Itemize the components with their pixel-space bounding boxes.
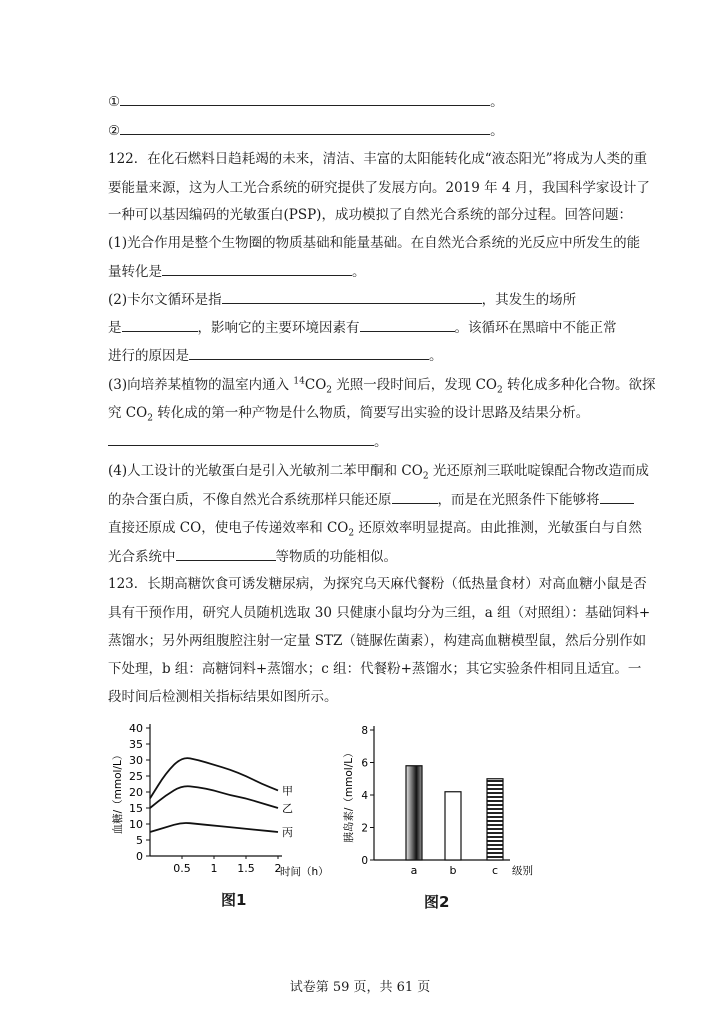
fig2-x-tick-label: a [410, 864, 418, 877]
figure-2-caption: 图2 [424, 893, 450, 911]
fig1-y-tick-label: 20 [129, 786, 143, 799]
fig1-y-tick-label: 40 [129, 722, 143, 735]
q122-line-14: 直接还原成 CO，使电子传递效率和 $CO_2$ 还原效率明显提高。由此推测，光敏蛋白与自然 [108, 520, 642, 539]
figure-2-bar-chart [340, 720, 550, 885]
fig1-x-tick-label: 2 [274, 862, 282, 875]
fig1-x-tick-label: 1.5 [237, 862, 255, 875]
figure-1-line-chart [108, 718, 348, 888]
fig1-y-tick-label: 25 [129, 770, 143, 783]
fig1-y-axis-label: 血糖/（mmol/L） [112, 749, 124, 835]
fig2-y-tick-label: 6 [361, 757, 368, 770]
blank-calvin[interactable] [222, 289, 482, 304]
q122-line-6: (2)卡尔文循环是指 ，其发生的场所 [108, 289, 576, 310]
q122-line-2: 要能量来源，这为人工光合系统的研究提供了发展方向。2019 年 4 月，我国科学家设计了 [108, 180, 650, 196]
answer-line-1: ① 。 [108, 91, 504, 112]
fig1-x-tick-label: 0.5 [173, 862, 191, 875]
q122-line-8: 进行的原因是 。 [108, 345, 443, 366]
blank-reduce[interactable] [392, 489, 438, 504]
blank-reason[interactable] [189, 345, 429, 360]
q122-line-5: 量转化是 。 [108, 261, 366, 282]
q123-line-5: 段时间后检测相关指标结果如图所示。 [108, 689, 338, 705]
fig1-series-label-1: 甲 [282, 784, 293, 798]
fig2-axes [342, 725, 533, 877]
fig1-series-line-3 [150, 823, 278, 832]
q123-line-4: 下处理，b 组：高糖饲料+蒸馏水；c 组：代餐粉+蒸馏水；其它实验条件相同且适宜。一 [108, 661, 642, 677]
q122-line-1: 122．在化石燃料日趋耗竭的未来，清洁、丰富的太阳能转化成“液态阳光”将成为人类的重 [108, 151, 648, 167]
fig1-y-tick-label: 5 [136, 834, 143, 847]
fig1-series-label-3: 丙 [282, 826, 293, 839]
fig1-x-axis-label: 时间（h） [280, 866, 329, 878]
fig2-bar-c [487, 779, 503, 860]
page-footer: 试卷第 59 页，共 61 页 [289, 980, 431, 995]
fig1-y-tick-label: 35 [129, 738, 143, 751]
fig2-bars [406, 766, 503, 860]
fig2-x-tick-label: b [449, 864, 457, 877]
fig1-series [150, 758, 293, 839]
q122-line-7: 是 ，影响它的主要环境因素有 。该循环在黑暗中不能正常 [108, 317, 617, 338]
q122-line-13: 的杂合蛋白质，不像自然光合系统那样只能还原 ，而是在光照条件下能够将 [108, 489, 634, 510]
blank-site[interactable] [122, 317, 198, 332]
fig2-bar-a [406, 766, 422, 860]
q123-line-2: 具有干预作用，研究人员随机选取 30 只健康小鼠均分为三组，a 组（对照组）：基础饲料+ [108, 605, 651, 621]
fig1-y-tick-label: 10 [129, 818, 143, 831]
fig2-x-axis-label: 级别 [512, 865, 533, 877]
q123-line-1: 123．长期高糖饮食可诱发糖尿病，为探究乌天麻代餐粉（低热量食材）对高血糖小鼠是否 [108, 576, 647, 592]
fig2-y-tick-label: 4 [361, 790, 368, 802]
fig1-axes [111, 722, 329, 878]
blank-design[interactable] [108, 431, 374, 446]
blank-convert[interactable] [600, 489, 634, 504]
fig1-y-tick-label: 30 [129, 754, 143, 767]
blank-factor[interactable] [360, 317, 455, 332]
answer-line-2: ② 。 [108, 120, 504, 141]
fig2-y-tick-label: 2 [361, 822, 368, 835]
q122-line-12: (4)人工设计的光敏蛋白是引入光敏剂二苯甲酮和 $CO_2$ 光还原剂三联吡啶镍配合物改造而成 [108, 463, 649, 482]
fig2-x-tick-label: c [491, 864, 499, 877]
q122-line-10: 究 $CO_2$ 转化成的第一种产物是什么物质，简要写出实验的设计思路及结果分析。 [108, 405, 590, 424]
blank-energy[interactable] [162, 261, 352, 276]
blank-1[interactable] [120, 91, 490, 106]
fig2-y-axis-label: 胰岛素/（mmol/L） [343, 747, 355, 843]
q122-line-3: 一种可以基因编码的光敏蛋白(PSP)，成功模拟了自然光合系统的部分过程。回答问题： [108, 207, 632, 223]
blank-similar[interactable] [176, 546, 276, 561]
q122-line-11: 。 [108, 431, 388, 452]
q122-line-15: 光合系统中 等物质的功能相似。 [108, 546, 397, 567]
fig1-y-tick-label: 0 [136, 850, 143, 863]
fig1-series-line-2 [150, 786, 278, 808]
figure-1-caption: 图1 [221, 891, 247, 909]
fig1-series-label-2: 乙 [282, 802, 293, 815]
q122-line-4: (1)光合作用是整个生物圈的物质基础和能量基础。在自然光合系统的光反应中所发生的能 [108, 235, 641, 251]
q122-line-9: (3)向培养某植物的温室内通入 $^{14}CO_2$ 光照一段时间后，发现 $CO_2$ 转化成多种化合物。欲探 [108, 376, 656, 396]
q123-line-3: 蒸馏水；另外两组腹腔注射一定量 STZ（链脲佐菌素），构建高血糖模型鼠，然后分别作如 [108, 633, 647, 649]
fig1-x-tick-label: 1 [210, 862, 218, 875]
fig2-y-tick-label: 8 [361, 725, 368, 737]
fig2-bar-b [445, 792, 461, 860]
blank-2[interactable] [120, 120, 490, 135]
fig2-y-tick-label: 0 [361, 855, 368, 867]
fig1-y-tick-label: 15 [129, 802, 143, 815]
